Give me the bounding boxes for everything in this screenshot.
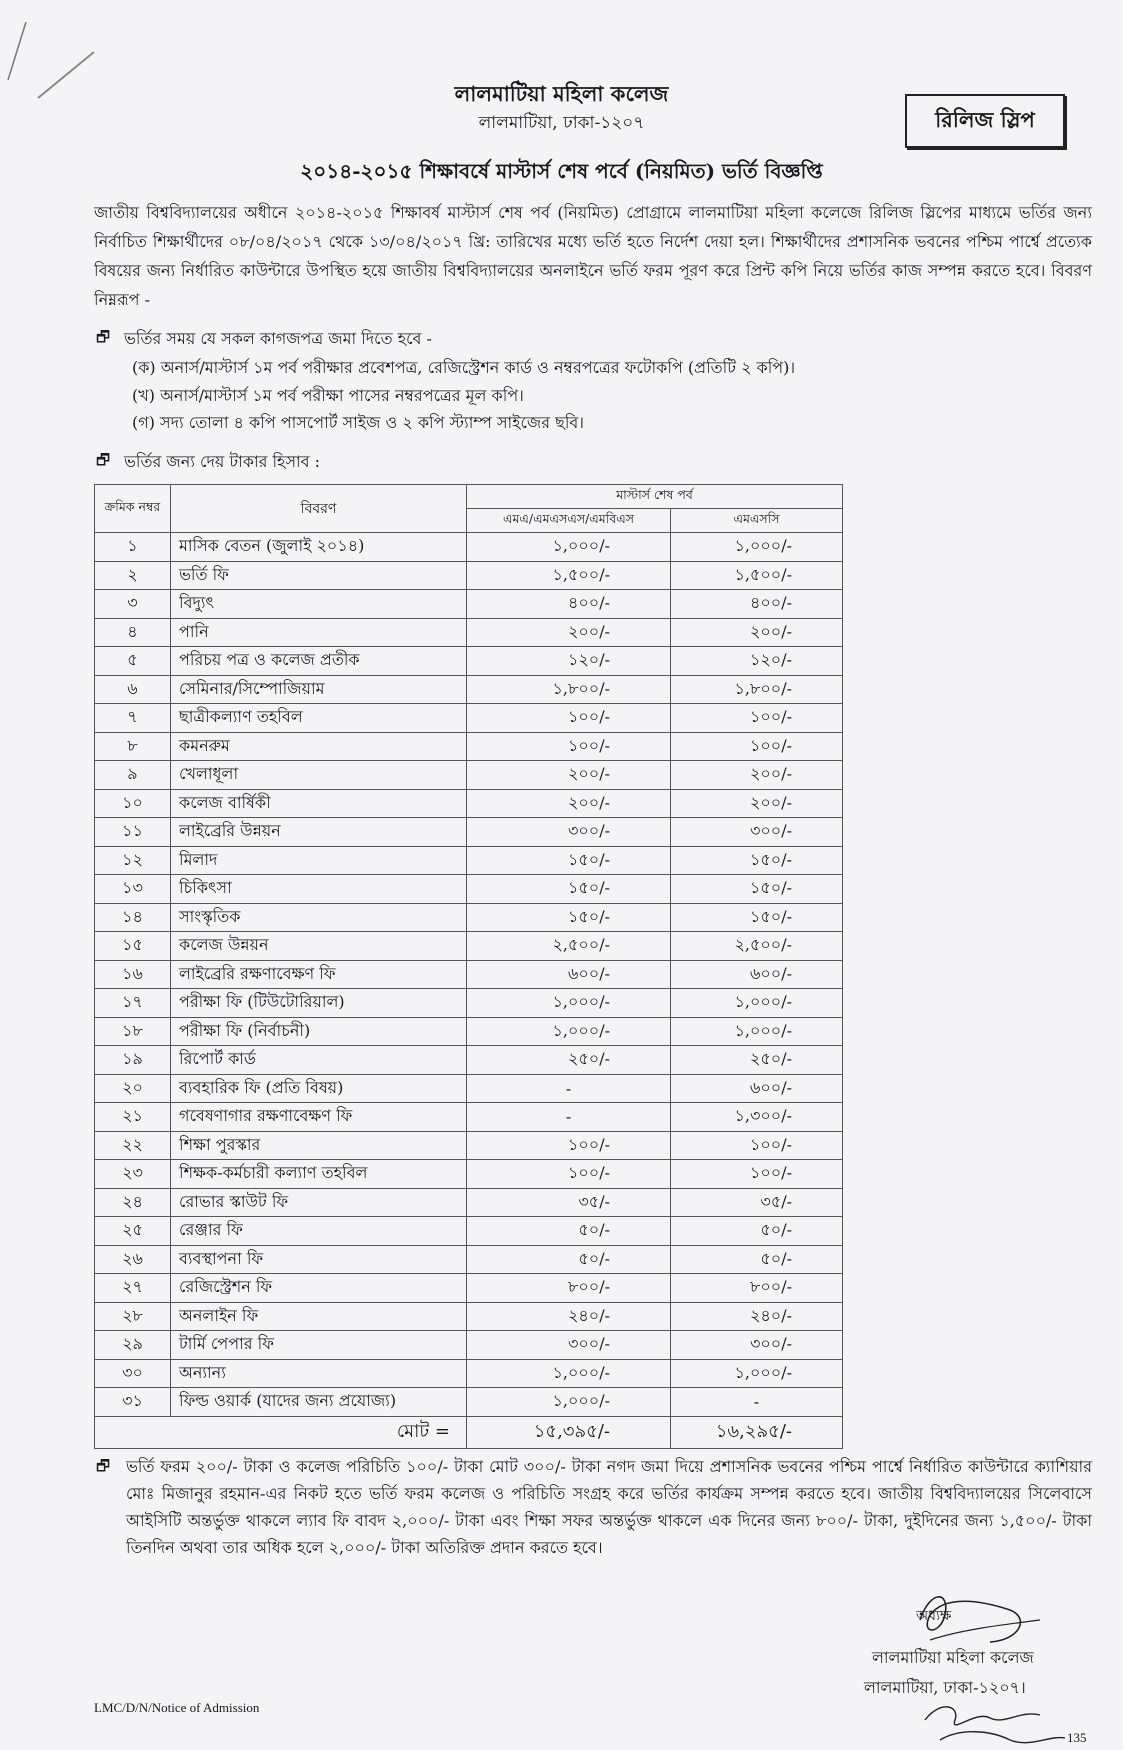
- fee-row: [95, 1046, 843, 1075]
- fee-description: টার্মি পেপার ফি: [171, 1331, 467, 1360]
- fee-description: রেঞ্জার ফি: [171, 1217, 467, 1246]
- documents-section-title: [96, 326, 432, 353]
- fee-row: [95, 590, 843, 619]
- document-item: (গ) সদ্য তোলা ৪ কপি পাসপোর্ট সাইজ ও ২ কপি স্ট্যাম্প সাইজের ছবি।: [132, 413, 585, 432]
- fee-amount-msc: ৮০০/-: [671, 1274, 843, 1303]
- fee-amount-msc: ৩০০/-: [671, 818, 843, 847]
- notice-heading: ২০১৪-২০১৫ শিক্ষাবর্ষে মাস্টার্স শেষ পর্বে (নিয়মিত) ভর্তি বিজ্ঞপ্তি: [300, 159, 823, 183]
- fee-amount-msc: ১৫০/-: [671, 875, 843, 904]
- fee-row: [95, 1017, 843, 1046]
- fee-row: [95, 846, 843, 875]
- fee-serial: ৩: [95, 590, 171, 619]
- fee-description: ভর্তি ফি: [171, 561, 467, 590]
- fee-serial: ১৬: [95, 960, 171, 989]
- fee-amount-ma-mss-mbs: ১,৮০০/-: [467, 675, 671, 704]
- fee-amount-ma-mss-mbs: ৩০০/-: [467, 818, 671, 847]
- fee-row: [95, 1217, 843, 1246]
- fee-row: [95, 875, 843, 904]
- fee-table-body: [95, 533, 843, 1417]
- fee-amount-ma-mss-mbs: ১০০/-: [467, 704, 671, 733]
- fee-serial: ১০: [95, 789, 171, 818]
- fee-amount-ma-mss-mbs: ৩৫/-: [467, 1188, 671, 1217]
- fee-amount-msc: ৪০০/-: [671, 590, 843, 619]
- college-name: লালমাটিয়া মহিলা কলেজ: [454, 81, 669, 106]
- fee-amount-msc: ১,০০০/-: [671, 533, 843, 562]
- fee-amount-ma-mss-mbs: ৩০০/-: [467, 1331, 671, 1360]
- fee-row: [95, 1245, 843, 1274]
- fee-description: ব্যবহারিক ফি (প্রতি বিষয়): [171, 1074, 467, 1103]
- fee-amount-ma-mss-mbs: ২০০/-: [467, 618, 671, 647]
- fee-amount-msc: ৫০/-: [671, 1217, 843, 1246]
- footer-reference: LMC/D/N/Notice of Admission: [94, 1700, 260, 1715]
- window-bullet-icon: 🗗: [96, 1457, 111, 1475]
- fee-row: [95, 1359, 843, 1388]
- fee-amount-msc: ২৪০/-: [671, 1302, 843, 1331]
- fee-amount-ma-mss-mbs: -: [467, 1103, 671, 1132]
- fee-serial: ১৯: [95, 1046, 171, 1075]
- fee-serial: ১৪: [95, 903, 171, 932]
- fee-serial: ১: [95, 533, 171, 562]
- fee-description: ছাত্রীকল্যাণ তহবিল: [171, 704, 467, 733]
- total-ma-mss-mbs: ১৫,৩৯৫/-: [467, 1416, 671, 1448]
- fee-row: [95, 761, 843, 790]
- fee-row: [95, 1160, 843, 1189]
- fee-serial: ৪: [95, 618, 171, 647]
- fee-amount-ma-mss-mbs: -: [467, 1074, 671, 1103]
- fee-amount-ma-mss-mbs: ২০০/-: [467, 761, 671, 790]
- fee-amount-msc: ৬০০/-: [671, 960, 843, 989]
- fee-amount-ma-mss-mbs: ৫০/-: [467, 1245, 671, 1274]
- fee-amount-ma-mss-mbs: ১৫০/-: [467, 903, 671, 932]
- fee-amount-msc: ৬০০/-: [671, 1074, 843, 1103]
- fee-amount-ma-mss-mbs: ২০০/-: [467, 789, 671, 818]
- page-number: 135: [1067, 1730, 1087, 1745]
- fee-serial: ৭: [95, 704, 171, 733]
- fee-serial: ১৩: [95, 875, 171, 904]
- fee-amount-msc: ৩৫/-: [671, 1188, 843, 1217]
- fee-description: রিপোর্ট কার্ড: [171, 1046, 467, 1075]
- fee-amount-ma-mss-mbs: ৫০/-: [467, 1217, 671, 1246]
- release-slip-box: রিলিজ স্লিপ: [905, 94, 1065, 148]
- serial-header: ক্রমিক নম্বর: [95, 485, 171, 533]
- fee-description: শিক্ষা পুরস্কার: [171, 1131, 467, 1160]
- fee-row: [95, 960, 843, 989]
- fee-amount-ma-mss-mbs: ১০০/-: [467, 1160, 671, 1189]
- fee-amount-ma-mss-mbs: ১০০/-: [467, 1131, 671, 1160]
- fee-serial: ২৫: [95, 1217, 171, 1246]
- fee-row: [95, 1388, 843, 1417]
- documents-title-text: ভর্তির সময় যে সকল কাগজপত্র জমা দিতে হবে -: [124, 329, 432, 348]
- fee-amount-msc: ৩০০/-: [671, 1331, 843, 1360]
- fee-description: পরিচয় পত্র ও কলেজ প্রতীক: [171, 647, 467, 676]
- signatory-address: লালমাটিয়া, ঢাকা-১২০৭।: [864, 1678, 1026, 1697]
- fee-amount-msc: ২৫০/-: [671, 1046, 843, 1075]
- fee-table: [94, 484, 843, 1449]
- fee-amount-msc: ২০০/-: [671, 789, 843, 818]
- fee-amount-ma-mss-mbs: ১৫০/-: [467, 846, 671, 875]
- fee-description: পরীক্ষা ফি (নির্বাচনী): [171, 1017, 467, 1046]
- fee-row: [95, 932, 843, 961]
- fee-serial: ৯: [95, 761, 171, 790]
- window-bullet-icon: 🗗: [96, 328, 111, 346]
- fee-row: [95, 1074, 843, 1103]
- fees-title-text: ভর্তির জন্য দেয় টাকার হিসাব :: [124, 452, 321, 471]
- fee-row: [95, 732, 843, 761]
- fee-row: [95, 618, 843, 647]
- fee-serial: ১৫: [95, 932, 171, 961]
- note-text: ভর্তি ফরম ২০০/- টাকা ও কলেজ পরিচিতি ১০০/- টাকা মোট ৩০০/- টাকা নগদ জমা দিয়ে প্রশাসনিক ভবনের পশ্চিম পার্শ্বে নির্ধারিত কাউন্টারে ক্যাশিয়ার মোঃ মিজানুর রহমান-এর নিকট হতে ভর্তি ফরম কলেজ ও পরিচিতি সংগ্রহ করে ভর্তির কার্যক্রম সম্পন্ন করতে হবে। জাতীয় বিশ্ববিদ্যালয়ের সিলেবাসে আইসিটি অন্তর্ভুক্ত থাকলে ল্যাব ফি বাবদ ২,০০০/- টাকা এবং শিক্ষা সফর অন্তর্ভুক্ত থাকলে এক দিনের জন্য ৮০০/- টাকা, দুইদিনের জন্য ১,৫০০/- টাকা তিনদিন অথবা তার অধিক হলে ২,০০০/- টাকা অতিরিক্ত প্রদান করতে হবে।: [126, 1457, 1092, 1557]
- fee-serial: ২৭: [95, 1274, 171, 1303]
- fee-row: [95, 1103, 843, 1132]
- masters-final-header: মাস্টার্স শেষ পর্ব: [467, 485, 843, 509]
- fee-row: [95, 818, 843, 847]
- fee-amount-ma-mss-mbs: ১,০০০/-: [467, 533, 671, 562]
- fee-amount-msc: -: [671, 1388, 843, 1417]
- fee-amount-msc: ১০০/-: [671, 1160, 843, 1189]
- fee-serial: ২০: [95, 1074, 171, 1103]
- fee-amount-msc: ১৫০/-: [671, 846, 843, 875]
- description-header: বিবরণ: [171, 485, 467, 533]
- fee-row: [95, 704, 843, 733]
- fee-description: অনলাইন ফি: [171, 1302, 467, 1331]
- fee-description: কলেজ বার্ষিকী: [171, 789, 467, 818]
- fee-amount-msc: ১,৩০০/-: [671, 1103, 843, 1132]
- fee-description: বিদ্যুৎ: [171, 590, 467, 619]
- fee-amount-ma-mss-mbs: ৪০০/-: [467, 590, 671, 619]
- fee-serial: ২৮: [95, 1302, 171, 1331]
- fee-amount-msc: ১০০/-: [671, 1131, 843, 1160]
- fees-section-title: [96, 449, 320, 476]
- fee-serial: ৩১: [95, 1388, 171, 1417]
- fee-row: [95, 1188, 843, 1217]
- fee-description: রোভার স্কাউট ফি: [171, 1188, 467, 1217]
- fee-amount-ma-mss-mbs: ১,০০০/-: [467, 1017, 671, 1046]
- fee-row: [95, 903, 843, 932]
- fee-row: [95, 1331, 843, 1360]
- fee-serial: ৩০: [95, 1359, 171, 1388]
- fee-amount-msc: ১৫০/-: [671, 903, 843, 932]
- fee-serial: ১১: [95, 818, 171, 847]
- document-item: (ক) অনার্স/মাস্টার্স ১ম পর্ব পরীক্ষার প্রবেশপত্র, রেজিস্ট্রেশন কার্ড ও নম্বরপত্রের ফটোকপি (প্রতিটি ২ কপি)।: [132, 358, 796, 377]
- college-address: লালমাটিয়া, ঢাকা-১২০৭: [478, 113, 645, 133]
- fee-serial: ২৪: [95, 1188, 171, 1217]
- fee-amount-ma-mss-mbs: ২,৫০০/-: [467, 932, 671, 961]
- total-label: মোট =: [95, 1416, 467, 1448]
- intro-paragraph: জাতীয় বিশ্ববিদ্যালয়ের অধীনে ২০১৪-২০১৫ শিক্ষাবর্ষ মাস্টার্স শেষ পর্ব (নিয়মিত) প্রোগ্রামে লালমাটিয়া মহিলা কলেজে রিলিজ স্লিপের মাধ্যমে ভর্তির জন্য নির্বাচিত শিক্ষার্থীদের ০৮/০৪/২০১৭ থেকে ১৩/০৪/২০১৭ খ্রি: তারিখের মধ্যে ভর্তি হতে নির্দেশ দেয়া হল। শিক্ষার্থীদের প্রশাসনিক ভবনের পশ্চিম পার্শ্বে প্রত্যেক বিষয়ের জন্য নির্ধারিত কাউন্টারে উপস্থিত হয়ে জাতীয় বিশ্ববিদ্যালয়ের অনলাইনে ভর্তি ফরম পূরণ করে প্রিন্ট কপি নিয়ে ভর্তির কাজ সম্পন্ন করতে হবে। বিবরণ নিম্নরূপ -: [94, 203, 1092, 309]
- fee-amount-ma-mss-mbs: ১,০০০/-: [467, 989, 671, 1018]
- fee-amount-msc: ২০০/-: [671, 618, 843, 647]
- fee-row: [95, 647, 843, 676]
- fee-amount-msc: ১,০০০/-: [671, 989, 843, 1018]
- fee-description: কলেজ উন্নয়ন: [171, 932, 467, 961]
- fee-description: মিলাদ: [171, 846, 467, 875]
- initials-date-scribble: [920, 1700, 1070, 1750]
- fee-description: কমনরুম: [171, 732, 467, 761]
- fee-serial: ১৭: [95, 989, 171, 1018]
- fee-serial: ২১: [95, 1103, 171, 1132]
- fee-row: [95, 789, 843, 818]
- fee-description: রেজিস্ট্রেশন ফি: [171, 1274, 467, 1303]
- fee-row: [95, 1302, 843, 1331]
- document-item: (খ) অনার্স/মাস্টার্স ১ম পর্ব পরীক্ষা পাসের নম্বরপত্রের মূল কপি।: [132, 386, 524, 405]
- fee-description: অন্যান্য: [171, 1359, 467, 1388]
- fee-row: [95, 561, 843, 590]
- fee-description: খেলাধূলা: [171, 761, 467, 790]
- fee-amount-ma-mss-mbs: ১,০০০/-: [467, 1388, 671, 1417]
- fee-description: সাংস্কৃতিক: [171, 903, 467, 932]
- fee-row: [95, 1274, 843, 1303]
- fee-amount-ma-mss-mbs: ৮০০/-: [467, 1274, 671, 1303]
- fee-description: মাসিক বেতন (জুলাই ২০১৪): [171, 533, 467, 562]
- fee-amount-msc: ১,০০০/-: [671, 1017, 843, 1046]
- fee-serial: ২: [95, 561, 171, 590]
- fee-amount-ma-mss-mbs: ১,০০০/-: [467, 1359, 671, 1388]
- fee-description: পরীক্ষা ফি (টিউটোরিয়াল): [171, 989, 467, 1018]
- fee-serial: ৫: [95, 647, 171, 676]
- fee-description: লাইব্রেরি রক্ষণাবেক্ষণ ফি: [171, 960, 467, 989]
- fee-amount-ma-mss-mbs: ১২০/-: [467, 647, 671, 676]
- fee-serial: ৬: [95, 675, 171, 704]
- fee-serial: ২২: [95, 1131, 171, 1160]
- ma-mss-mbs-header: এমএ/এমএসএস/এমবিএস: [467, 509, 671, 533]
- fee-serial: ২৬: [95, 1245, 171, 1274]
- fee-amount-msc: ৫০/-: [671, 1245, 843, 1274]
- fee-amount-msc: ২০০/-: [671, 761, 843, 790]
- fee-serial: ১৮: [95, 1017, 171, 1046]
- fee-description: শিক্ষক-কর্মচারী কল্যাণ তহবিল: [171, 1160, 467, 1189]
- fee-amount-ma-mss-mbs: ১,৫০০/-: [467, 561, 671, 590]
- fee-description: লাইব্রেরি উন্নয়ন: [171, 818, 467, 847]
- fee-amount-msc: ২,৫০০/-: [671, 932, 843, 961]
- fee-description: গবেষণাগার রক্ষণাবেক্ষণ ফি: [171, 1103, 467, 1132]
- fee-amount-msc: ১,৫০০/-: [671, 561, 843, 590]
- fee-amount-msc: ১,৮০০/-: [671, 675, 843, 704]
- fee-serial: ২৯: [95, 1331, 171, 1360]
- fee-description: সেমিনার/সিম্পোজিয়াম: [171, 675, 467, 704]
- fee-amount-msc: ১০০/-: [671, 704, 843, 733]
- window-bullet-icon: 🗗: [96, 451, 111, 469]
- fee-amount-ma-mss-mbs: ২৪০/-: [467, 1302, 671, 1331]
- total-msc: ১৬,২৯৫/-: [671, 1416, 843, 1448]
- fee-description: চিকিৎসা: [171, 875, 467, 904]
- additional-note: [96, 1453, 1092, 1561]
- msc-header: এমএসসি: [671, 509, 843, 533]
- signatory-college: লালমাটিয়া মহিলা কলেজ: [872, 1648, 1034, 1667]
- fee-row: [95, 675, 843, 704]
- fee-serial: ২৩: [95, 1160, 171, 1189]
- fee-description: ফিল্ড ওয়ার্ক (যাদের জন্য প্রযোজ্য): [171, 1388, 467, 1417]
- fee-amount-msc: ১,০০০/-: [671, 1359, 843, 1388]
- signatory-title: অধ্যক্ষ: [916, 1608, 952, 1624]
- fee-amount-msc: ১২০/-: [671, 647, 843, 676]
- fee-amount-ma-mss-mbs: ৬০০/-: [467, 960, 671, 989]
- fee-amount-ma-mss-mbs: ১৫০/-: [467, 875, 671, 904]
- fee-row: [95, 1131, 843, 1160]
- fee-row: [95, 533, 843, 562]
- fee-description: ব্যবস্থাপনা ফি: [171, 1245, 467, 1274]
- fee-description: পানি: [171, 618, 467, 647]
- fee-amount-ma-mss-mbs: ২৫০/-: [467, 1046, 671, 1075]
- fee-serial: ১২: [95, 846, 171, 875]
- fee-row: [95, 989, 843, 1018]
- fee-amount-msc: ১০০/-: [671, 732, 843, 761]
- fee-amount-ma-mss-mbs: ১০০/-: [467, 732, 671, 761]
- fee-serial: ৮: [95, 732, 171, 761]
